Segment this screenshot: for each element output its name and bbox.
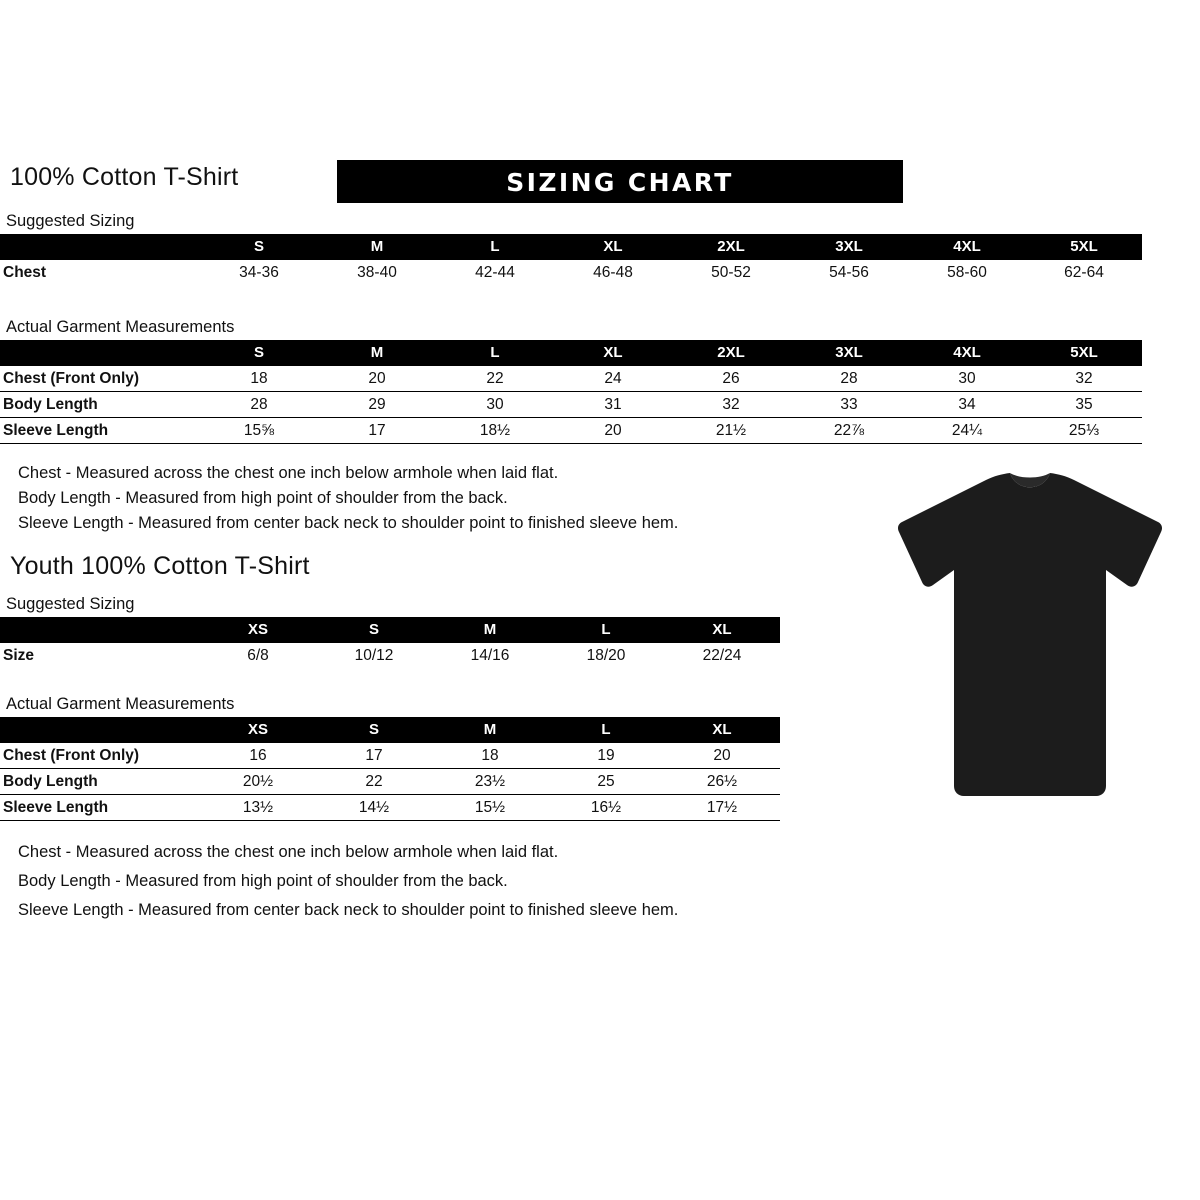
adult-actual-cell: 33: [840, 396, 858, 413]
adult-suggested-cell: 62-64: [1064, 264, 1104, 281]
adult-actual-col-header-5xl: 5XL: [1026, 340, 1142, 366]
adult-actual-col-header-l: L: [436, 340, 554, 366]
adult-suggested-col-header-4xl: 4XL: [908, 234, 1026, 260]
table-body: [0, 643, 780, 668]
adult-suggested-col-header-s: S: [200, 234, 318, 260]
youth-actual-cell: 19: [597, 747, 615, 764]
adult-suggested-cell: 34-36: [239, 264, 279, 281]
adult-actual-cell: 34: [958, 396, 976, 413]
table-row: [0, 795, 780, 821]
youth-suggested-col-header-s: S: [316, 617, 432, 643]
adult-note-sleeve-length: Sleeve Length - Measured from center back neck to shoulder point to finished sleeve hem.: [18, 514, 679, 532]
adult-suggested-col-header-3xl: 3XL: [790, 234, 908, 260]
youth-actual-cell: 23½: [474, 773, 506, 790]
adult-actual-cell: 25⅓: [1068, 422, 1100, 439]
adult-actual-col-header-m: M: [318, 340, 436, 366]
sizing-chart-banner: [337, 160, 903, 203]
adult-actual-cell: 22: [486, 370, 504, 387]
adult-actual-cell: 21½: [715, 422, 747, 439]
adult-actual-cell: 24¼: [951, 422, 983, 439]
adult-actual-cell: 35: [1075, 396, 1093, 413]
adult-actual-cell: 32: [722, 396, 740, 413]
adult-note-chest: Chest - Measured across the chest one inch below armhole when laid flat.: [18, 464, 559, 482]
black-tshirt-icon: [890, 470, 1170, 810]
adult-suggested-cell: 58-60: [947, 264, 987, 281]
youth-actual-cell: 22: [365, 773, 383, 790]
youth-note-sleeve-length: Sleeve Length - Measured from center back neck to shoulder point to finished sleeve hem.: [18, 901, 679, 919]
youth-actual-cell: 26½: [706, 773, 738, 790]
youth-actual-measurements-table: [0, 717, 780, 821]
adult-suggested-cell: 54-56: [829, 264, 869, 281]
adult-actual-cell: 29: [368, 396, 386, 413]
youth-actual-col-header-rowlabel: [0, 717, 200, 743]
youth-actual-caption: Actual Garment Measurements: [6, 695, 235, 713]
adult-suggested-col-header-l: L: [436, 234, 554, 260]
table-row: [0, 769, 780, 795]
adult-actual-cell: 22⅞: [833, 422, 865, 439]
adult-actual-cell: 31: [604, 396, 622, 413]
adult-actual-row-label: Body Length: [3, 396, 98, 413]
table-header: [0, 717, 780, 743]
adult-actual-row-label: Chest (Front Only): [3, 370, 140, 387]
adult-actual-cell: 18: [250, 370, 268, 387]
adult-actual-col-header-2xl: 2XL: [672, 340, 790, 366]
adult-actual-cell: 17: [368, 422, 386, 439]
adult-actual-cell: 18½: [479, 422, 511, 439]
adult-suggested-row-label: Chest: [3, 264, 47, 281]
adult-actual-cell: 20: [604, 422, 622, 439]
adult-actual-caption: Actual Garment Measurements: [6, 318, 235, 336]
table-header: [0, 340, 1142, 366]
adult-suggested-col-header-2xl: 2XL: [672, 234, 790, 260]
table-body: [0, 366, 1142, 444]
table-row: [0, 418, 1142, 444]
adult-actual-cell: 30: [958, 370, 976, 387]
adult-actual-cell: 28: [840, 370, 858, 387]
adult-suggested-col-header-xl: XL: [554, 234, 672, 260]
adult-actual-cell: 26: [722, 370, 740, 387]
youth-actual-row-label: Chest (Front Only): [3, 747, 140, 764]
adult-actual-col-header-s: S: [200, 340, 318, 366]
youth-suggested-col-header-rowlabel: [0, 617, 200, 643]
youth-suggested-cell: 18/20: [586, 647, 626, 664]
youth-actual-col-header-s: S: [316, 717, 432, 743]
adult-suggested-col-header-m: M: [318, 234, 436, 260]
youth-actual-cell: 16½: [590, 799, 622, 816]
youth-actual-row-label: Sleeve Length: [3, 799, 109, 816]
table-row: [0, 743, 780, 769]
youth-actual-cell: 18: [481, 747, 499, 764]
youth-suggested-cell: 6/8: [247, 647, 269, 664]
adult-actual-col-header-4xl: 4XL: [908, 340, 1026, 366]
adult-actual-cell: 24: [604, 370, 622, 387]
adult-suggested-caption: Suggested Sizing: [6, 212, 135, 230]
youth-suggested-col-header-xl: XL: [664, 617, 780, 643]
adult-actual-cell: 30: [486, 396, 504, 413]
youth-actual-cell: 13½: [242, 799, 274, 816]
adult-actual-cell: 28: [250, 396, 268, 413]
youth-suggested-col-header-l: L: [548, 617, 664, 643]
adult-actual-col-header-rowlabel: [0, 340, 200, 366]
youth-suggested-caption: Suggested Sizing: [6, 595, 135, 613]
youth-actual-cell: 15½: [474, 799, 506, 816]
table-header: [0, 234, 1142, 260]
youth-actual-col-header-l: L: [548, 717, 664, 743]
adult-actual-cell: 32: [1075, 370, 1093, 387]
youth-actual-col-header-xl: XL: [664, 717, 780, 743]
adult-suggested-cell: 42-44: [475, 264, 515, 281]
adult-suggested-cell: 46-48: [593, 264, 633, 281]
youth-actual-cell: 16: [249, 747, 267, 764]
adult-suggested-col-header-rowlabel: [0, 234, 200, 260]
adult-suggested-sizing-table: [0, 234, 1142, 285]
adult-note-body-length: Body Length - Measured from high point of shoulder from the back.: [18, 489, 508, 507]
youth-actual-cell: 25: [597, 773, 615, 790]
adult-suggested-cell: 50-52: [711, 264, 751, 281]
youth-actual-cell: 17½: [706, 799, 738, 816]
youth-actual-cell: 20½: [242, 773, 274, 790]
youth-note-body-length: Body Length - Measured from high point of shoulder from the back.: [18, 872, 508, 890]
youth-suggested-sizing-table: [0, 617, 780, 668]
table-row: [0, 392, 1142, 418]
youth-actual-cell: 14½: [358, 799, 390, 816]
table-row: [0, 366, 1142, 392]
youth-note-chest: Chest - Measured across the chest one inch below armhole when laid flat.: [18, 843, 559, 861]
youth-suggested-cell: 22/24: [702, 647, 742, 664]
adult-actual-row-label: Sleeve Length: [3, 422, 109, 439]
youth-actual-row-label: Body Length: [3, 773, 98, 790]
adult-actual-measurements-table: [0, 340, 1142, 444]
youth-suggested-cell: 14/16: [470, 647, 510, 664]
adult-actual-col-header-3xl: 3XL: [790, 340, 908, 366]
adult-actual-cell: 20: [368, 370, 386, 387]
youth-section-title: Youth 100% Cotton T-Shirt: [10, 552, 310, 580]
table-row: [0, 260, 1142, 285]
adult-section-title: 100% Cotton T-Shirt: [10, 163, 239, 191]
adult-actual-cell: 15⅝: [243, 422, 275, 439]
youth-actual-col-header-xs: XS: [200, 717, 316, 743]
adult-suggested-cell: 38-40: [357, 264, 397, 281]
sizing-chart-banner-label: SIZING CHART: [506, 168, 734, 197]
youth-actual-col-header-m: M: [432, 717, 548, 743]
youth-suggested-row-label: Size: [3, 647, 35, 664]
table-body: [0, 743, 780, 821]
table-row: [0, 643, 780, 668]
youth-suggested-cell: 10/12: [354, 647, 394, 664]
table-body: [0, 260, 1142, 285]
adult-actual-col-header-xl: XL: [554, 340, 672, 366]
table-header: [0, 617, 780, 643]
adult-suggested-col-header-5xl: 5XL: [1026, 234, 1142, 260]
youth-suggested-col-header-xs: XS: [200, 617, 316, 643]
youth-suggested-col-header-m: M: [432, 617, 548, 643]
youth-actual-cell: 17: [365, 747, 383, 764]
youth-actual-cell: 20: [713, 747, 731, 764]
